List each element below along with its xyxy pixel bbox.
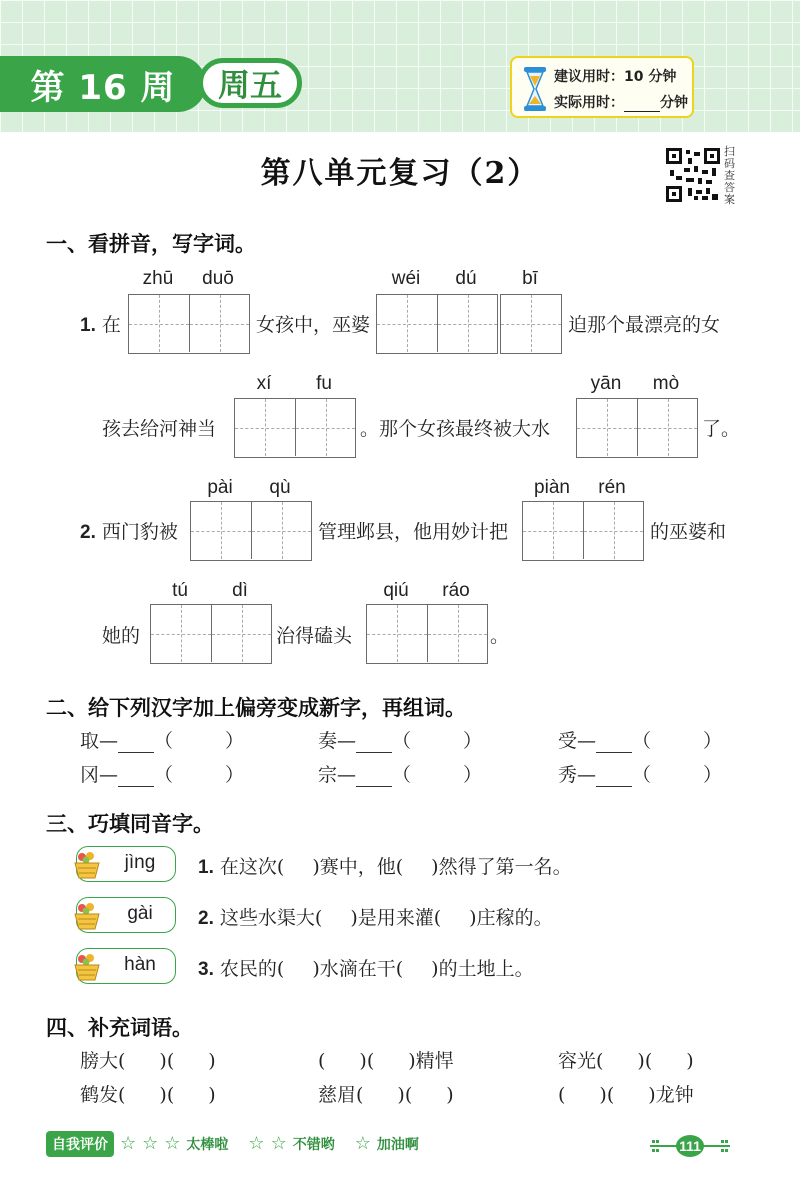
self-evaluation	[46, 1130, 419, 1158]
pinyin: xí	[256, 373, 272, 394]
item2-text: 。	[490, 625, 510, 647]
pill-pinyin: hàn	[124, 954, 156, 975]
pinyin: qù	[269, 477, 291, 498]
radical-item: 宗— （ ）	[318, 764, 483, 786]
section4-title: 四、补充词语。	[46, 1016, 193, 1040]
item2-text: 治得磕头	[276, 625, 353, 647]
item1-text: 了。	[702, 418, 741, 440]
page-title: 第八单元复习（2）	[260, 156, 540, 191]
pinyin: zhū	[142, 268, 174, 289]
radical-item: 受— （ ）	[558, 730, 723, 752]
rating-great: 太棒啦	[186, 1137, 229, 1153]
qr-label: 扫码查答案	[724, 145, 735, 206]
writing-grid[interactable]	[500, 294, 562, 354]
idiom-item: 容光( )( )	[558, 1050, 694, 1072]
actual-time-unit: 分钟	[660, 95, 688, 111]
radical-item: 秀— （ ）	[558, 764, 723, 786]
pinyin: piàn	[534, 477, 570, 498]
suggested-time: 建议用时：10 分钟	[554, 69, 677, 85]
writing-grid[interactable]	[128, 294, 250, 354]
time-box	[510, 56, 694, 118]
writing-grid[interactable]	[376, 294, 498, 354]
page-number-badge	[648, 1134, 732, 1158]
section1-title: 一、看拼音，写字词。	[46, 232, 256, 256]
item2-text: 她的	[102, 625, 141, 647]
pinyin: ráo	[442, 580, 470, 601]
homophone-sentence: 2. 这些水渠大( )是用来灌( )庄稼的。	[198, 907, 553, 929]
homophone-sentence: 3. 农民的( )水滴在干( )的土地上。	[198, 958, 534, 980]
qr-code-icon[interactable]	[666, 148, 720, 202]
pinyin: pài	[207, 477, 233, 498]
radical-item: 冈— （ ）	[80, 764, 245, 786]
item1-text: 迫那个最漂亮的女	[568, 314, 721, 336]
basket-icon	[73, 952, 101, 982]
writing-grid[interactable]	[366, 604, 488, 664]
pinyin: fu	[316, 373, 332, 394]
week-label: 第 16 周	[30, 67, 176, 108]
header-banner	[0, 0, 800, 132]
radical-item: 奏— （ ）	[318, 730, 483, 752]
pinyin: yān	[590, 373, 622, 394]
pinyin-pill	[76, 846, 176, 882]
pinyin: wéi	[391, 268, 421, 289]
pinyin: duō	[202, 268, 234, 289]
day-badge	[198, 58, 302, 108]
item1-text: 1. 在	[80, 314, 121, 336]
actual-time-blank[interactable]	[624, 98, 660, 112]
item1-text: 。那个女孩最终被大水	[360, 418, 551, 440]
star-icon[interactable]: ☆	[164, 1133, 181, 1154]
page-number: 111	[679, 1138, 701, 1154]
basket-icon	[73, 901, 101, 931]
star-icon[interactable]: ☆	[142, 1133, 159, 1154]
pinyin: rén	[598, 477, 626, 498]
pinyin: dì	[232, 580, 248, 601]
section3-title: 三、巧填同音字。	[46, 812, 214, 836]
idiom-item: 慈眉( )( )	[318, 1084, 454, 1106]
pinyin: tú	[172, 580, 188, 601]
section2-title: 二、给下列汉字加上偏旁变成新字，再组词。	[46, 696, 466, 720]
self-eval-label: 自我评价	[46, 1131, 114, 1157]
star-icon[interactable]: ☆	[120, 1133, 137, 1154]
pill-pinyin: jìng	[124, 852, 156, 873]
pinyin-pill	[76, 948, 176, 984]
pinyin: dú	[455, 268, 477, 289]
pinyin-pill	[76, 897, 176, 933]
item1-text: 女孩中，巫婆	[256, 314, 371, 336]
star-icon[interactable]: ☆	[248, 1133, 265, 1154]
actual-time-label: 实际用时：	[554, 95, 624, 111]
item2-text: 管理邺县，他用妙计把	[318, 521, 509, 543]
idiom-item: 鹤发( )( )	[80, 1084, 216, 1106]
actual-time	[554, 92, 688, 112]
star-icon[interactable]: ☆	[354, 1133, 371, 1154]
homophone-sentence: 1. 在这次( )赛中，他( )然得了第一名。	[198, 856, 572, 878]
day-label: 周五	[217, 66, 282, 104]
star-icon[interactable]: ☆	[270, 1133, 287, 1154]
rating-good: 不错哟	[292, 1137, 335, 1153]
pinyin: bī	[522, 268, 538, 289]
pinyin: qiú	[383, 580, 409, 601]
basket-icon	[73, 850, 101, 880]
item2-text: 2. 西门豹被	[80, 521, 178, 543]
radical-item: 取— （ ）	[80, 730, 245, 752]
rating-keep-going: 加油啊	[376, 1137, 419, 1153]
writing-grid[interactable]	[234, 398, 356, 458]
item1-text: 孩去给河神当	[102, 418, 217, 440]
idiom-item: ( )( )龙钟	[558, 1084, 694, 1106]
writing-grid[interactable]	[576, 398, 698, 458]
writing-grid[interactable]	[190, 501, 312, 561]
item2-text: 的巫婆和	[650, 521, 727, 543]
hourglass-icon	[522, 66, 548, 112]
idiom-item: 膀大( )( )	[80, 1050, 216, 1072]
pill-pinyin: gài	[127, 903, 153, 924]
writing-grid[interactable]	[522, 501, 644, 561]
pinyin: mò	[652, 373, 680, 394]
writing-grid[interactable]	[150, 604, 272, 664]
week-badge	[0, 56, 206, 112]
idiom-item: ( )( )精悍	[318, 1050, 454, 1072]
